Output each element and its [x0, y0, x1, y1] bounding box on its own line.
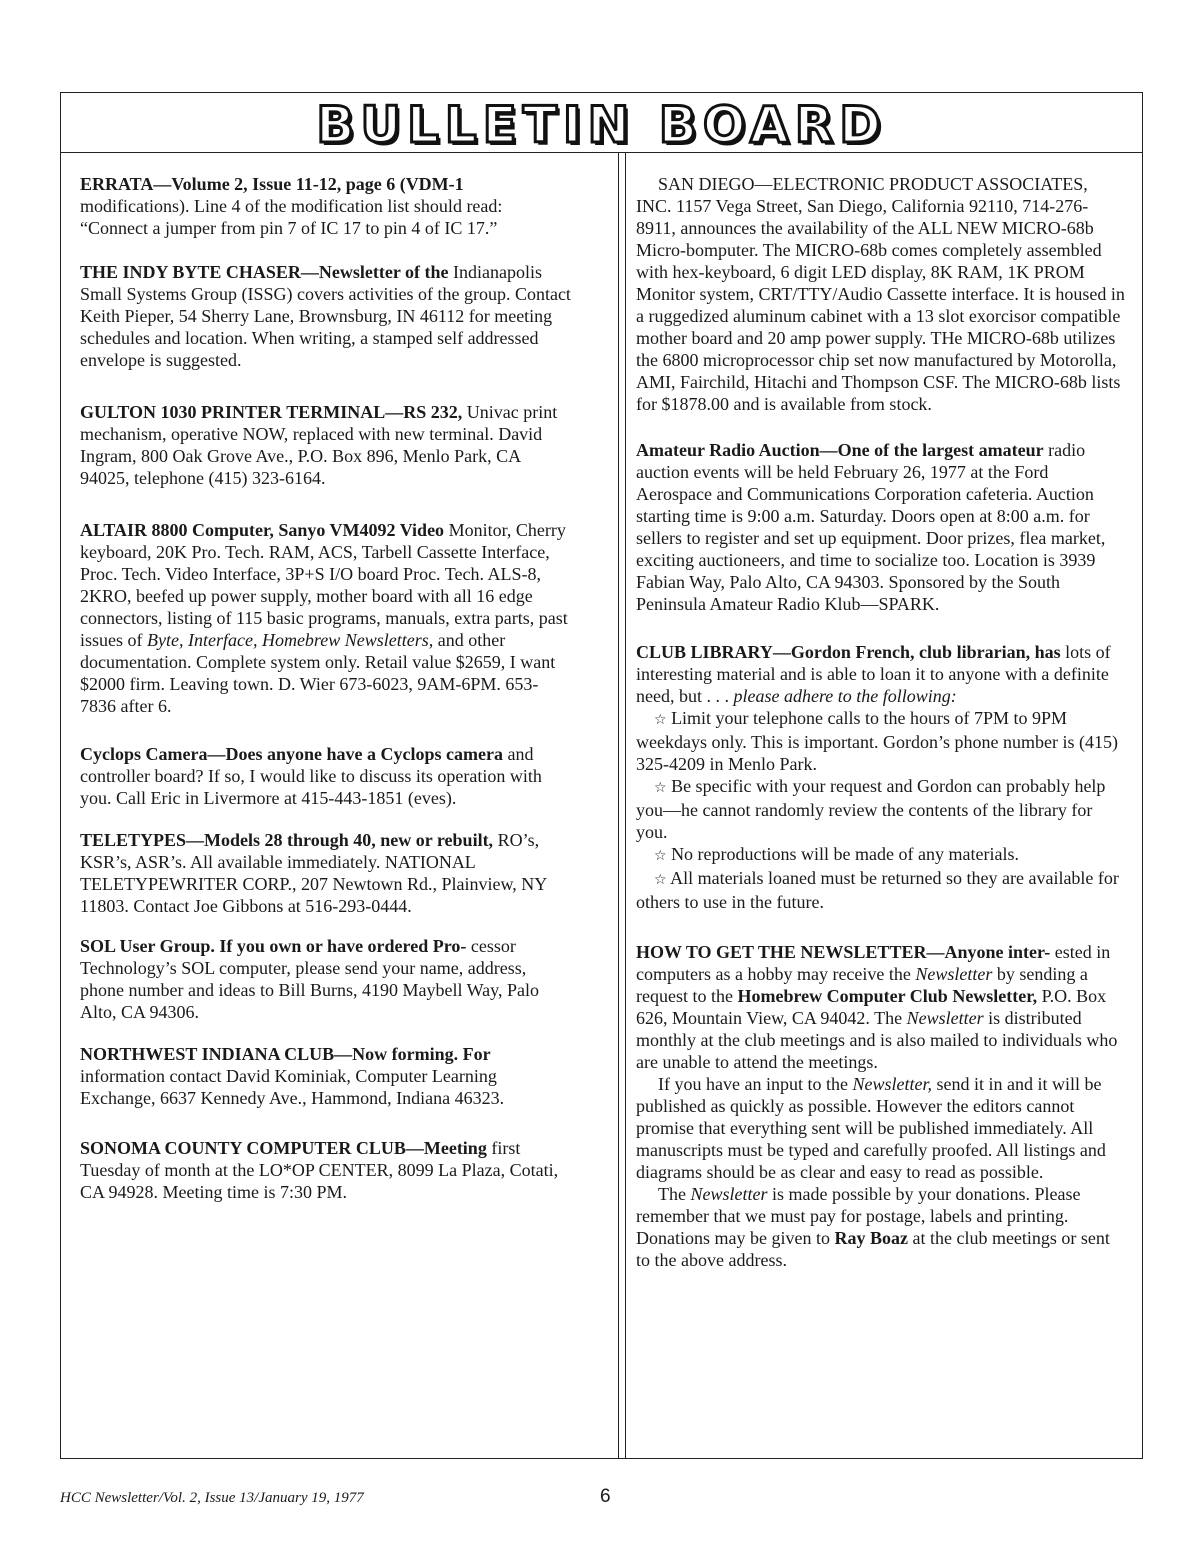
entry-heading: SOL User Group. If you own or have ordered Pro-	[80, 936, 467, 956]
howto-paragraph-2	[636, 1073, 1126, 1183]
page-number: 6	[600, 1486, 611, 1507]
entry-body: first Tuesday of month at the LO*OP CENTER, 8099 La Plaza, Cotati, CA 94928. Meeting time is 7:30 PM.	[80, 1138, 559, 1202]
entry-body: If you have an input to the	[658, 1074, 848, 1094]
star-icon: ☆	[654, 712, 667, 728]
entry-body: RO’s, KSR’s, ASR’s. All available immediately. NATIONAL TELETYPEWRITER CORP., 207 Newtown Rd., Plainview, NY 11803. Contact Joe Gibbons at 516-293-0444.	[80, 830, 547, 916]
library-rule-text: Limit your telephone calls to the hours of 7PM to 9PM weekdays only. This is important. Gordon’s phone number is (415) 325-4209 in Menlo Park.	[636, 708, 1118, 774]
howto-paragraph-3	[636, 1183, 1126, 1271]
entry-sonoma-county	[80, 1137, 574, 1203]
footer-issue-line: HCC Newsletter/Vol. 2, Issue 13/January 19, 1977	[60, 1490, 364, 1506]
entry-teletypes	[80, 829, 574, 917]
banner	[61, 93, 1142, 153]
entry-body: at the club meetings or sent to the above address.	[636, 1228, 1110, 1270]
entry-body: is made possible by your donations. Please remember that we must pay for postage, labels and printing. Donations may be given to	[636, 1184, 1081, 1248]
entry-how-to-get-newsletter	[636, 941, 1126, 1271]
entry-heading: CLUB LIBRARY—Gordon French, club librarian, has	[636, 642, 1061, 662]
entry-body: P.O. Box 626, Mountain View, CA 94042. The	[636, 986, 1107, 1028]
entry-errata	[80, 173, 574, 239]
column-divider	[618, 153, 626, 1458]
entry-body: lots of interesting material and is able to loan it to anyone with a definite need, but . . .	[636, 642, 1111, 706]
entry-italic: Newsletter	[915, 964, 993, 984]
entry-heading: ERRATA—Volume 2, Issue 11-12, page 6 (VDM-1	[80, 174, 464, 194]
library-rule-text: All materials loaned must be returned so they are available for others to use in the future.	[636, 868, 1119, 912]
entry-body: Indianapolis Small Systems Group (ISSG) covers activities of the group. Contact Keith Pieper, 54 Sherry Lane, Brownsburg, IN 46112 for meeting schedules and location. When writing, a stamped self addressed envelope is suggested.	[80, 262, 571, 370]
entry-body: and controller board? If so, I would like to discuss its operation with you. Call Eric in Livermore at 415-443-1851 (eves).	[80, 744, 542, 808]
entry-heading: GULTON 1030 PRINTER TERMINAL—RS 232,	[80, 402, 463, 422]
entry-body: modifications). Line 4 of the modification list should read: “Connect a jumper from pin 7 of IC 17 to pin 4 of IC 17.”	[80, 196, 503, 238]
entry-heading: SONOMA COUNTY COMPUTER CLUB—Meeting	[80, 1138, 487, 1158]
star-icon: ☆	[654, 780, 667, 796]
entry-heading: NORTHWEST INDIANA CLUB—Now forming. For	[80, 1044, 491, 1064]
entry-body: by sending a request to the	[636, 964, 1088, 1006]
library-rule-text: Be specific with your request and Gordon can probably help you—he cannot randomly review the contents of the library for you.	[636, 776, 1106, 842]
entry-indy-byte-chaser	[80, 261, 574, 371]
entry-heading: TELETYPES—Models 28 through 40, new or rebuilt,	[80, 830, 494, 850]
entry-body: Monitor, Cherry keyboard, 20K Pro. Tech. RAM, ACS, Tarbell Cassette Interface, Proc. Tech. Video Interface, 3P+S I/O board Proc. Tech. ALS-8, 2KRO, beefed up power supply, mother board with all 16 edge connectors, listing of 115 basic programs, manuals, extra parts, past issues of	[80, 520, 568, 650]
right-column	[636, 173, 1126, 1271]
entry-amateur-radio-auction	[636, 439, 1126, 615]
entry-bold: Ray Boaz	[834, 1228, 908, 1248]
library-rule-text: No reproductions will be made of any materials.	[671, 844, 1019, 864]
entry-italic: Byte, Interface, Homebrew Newsletters,	[147, 630, 434, 650]
library-rule	[636, 843, 1126, 867]
entry-heading: HOW TO GET THE NEWSLETTER—Anyone inter-	[636, 942, 1051, 962]
entry-body: The	[658, 1184, 686, 1204]
entry-northwest-indiana	[80, 1043, 574, 1109]
entry-body: and other documentation. Complete system only. Retail value $2659, I want $2000 firm. Leaving town. D. Wier 673-6023, 9AM-6PM. 653-7836 after 6.	[80, 630, 556, 716]
library-rule	[636, 707, 1126, 775]
howto-paragraph-1	[636, 941, 1126, 1073]
entry-italic: Newsletter	[690, 1184, 768, 1204]
left-column	[80, 173, 574, 1203]
entry-body: cessor Technology’s SOL computer, please send your name, address, phone number and ideas to Bill Burns, 4190 Maybell Way, Palo Alto, CA 94306.	[80, 936, 539, 1022]
entry-body: Univac print mechanism, operative NOW, replaced with new terminal. David Ingram, 800 Oak Grove Ave., P.O. Box 896, Menlo Park, CA 94025, telephone (415) 323-6164.	[80, 402, 558, 488]
entry-italic: please adhere to the following:	[733, 686, 957, 706]
library-rule	[636, 775, 1126, 843]
entry-italic: Newsletter	[906, 1008, 984, 1028]
entry-body: information contact David Kominiak, Computer Learning Exchange, 6637 Kennedy Ave., Hammond, Indiana 46323.	[80, 1066, 505, 1108]
entry-gulton-printer	[80, 401, 574, 489]
star-icon: ☆	[654, 872, 667, 888]
bulletin-frame	[60, 92, 1143, 1459]
entry-san-diego	[636, 173, 1126, 415]
library-intro	[636, 641, 1126, 707]
entry-club-library	[636, 641, 1126, 913]
entry-cyclops-camera	[80, 743, 574, 809]
entry-bold: Homebrew Computer Club Newsletter,	[737, 986, 1038, 1006]
entry-altair-8800	[80, 519, 574, 717]
library-rule	[636, 867, 1126, 913]
banner-title: BULLETIN BOARD	[316, 96, 887, 154]
entry-body: send it in and it will be published as quickly as possible. However the editors cannot promise that everything sent will be published immediately. All manuscripts must be typed and carefully proofed. All listings and diagrams should be as clear and easy to read as possible.	[636, 1074, 1106, 1182]
entry-body: radio auction events will be held February 26, 1977 at the Ford Aerospace and Communications Corporation cafeteria. Auction starting time is 9:00 a.m. Saturday. Doors open at 8:00 a.m. for sellers to register and set up equipment. Door prizes, flea market, exciting auctioneers, and time to socialize too. Location is 3939 Fabian Way, Palo Alto, CA 94303. Sponsored by the South Peninsula Amateur Radio Klub—SPARK.	[636, 440, 1106, 614]
entry-heading: Amateur Radio Auction—One of the largest amateur	[636, 440, 1044, 460]
entry-body: ested in computers as a hobby may receive the	[636, 942, 1111, 984]
entry-heading: Cyclops Camera—Does anyone have a Cyclops camera	[80, 744, 503, 764]
entry-heading: ALTAIR 8800 Computer, Sanyo VM4092 Video	[80, 520, 445, 540]
entry-body: is distributed monthly at the club meetings and is also mailed to individuals who are unable to attend the meetings.	[636, 1008, 1118, 1072]
entry-heading: THE INDY BYTE CHASER—Newsletter of the	[80, 262, 449, 282]
star-icon: ☆	[654, 848, 667, 864]
entry-body: SAN DIEGO—ELECTRONIC PRODUCT ASSOCIATES, INC. 1157 Vega Street, San Diego, California 92110, 714-276-8911, announces the availability of the ALL NEW MICRO-68b Micro-bomputer. The MICRO-68b comes completely assembled with hex-keyboard, 6 digit LED display, 8K RAM, 1K PROM Monitor system, CRT/TTY/Audio Cassette interface. It is housed in a ruggedized aluminum cabinet with a 13 slot exorcisor compatible mother board and 20 amp power supply. THe MICRO-68b utilizes the 6800 microprocessor chip set now manufactured by Motorolla, AMI, Fairchild, Hitachi and Thompson CSF. The MICRO-68b lists for $1878.00 and is available from stock.	[636, 174, 1125, 414]
entry-sol-user-group	[80, 935, 574, 1023]
entry-italic: Newsletter,	[852, 1074, 932, 1094]
